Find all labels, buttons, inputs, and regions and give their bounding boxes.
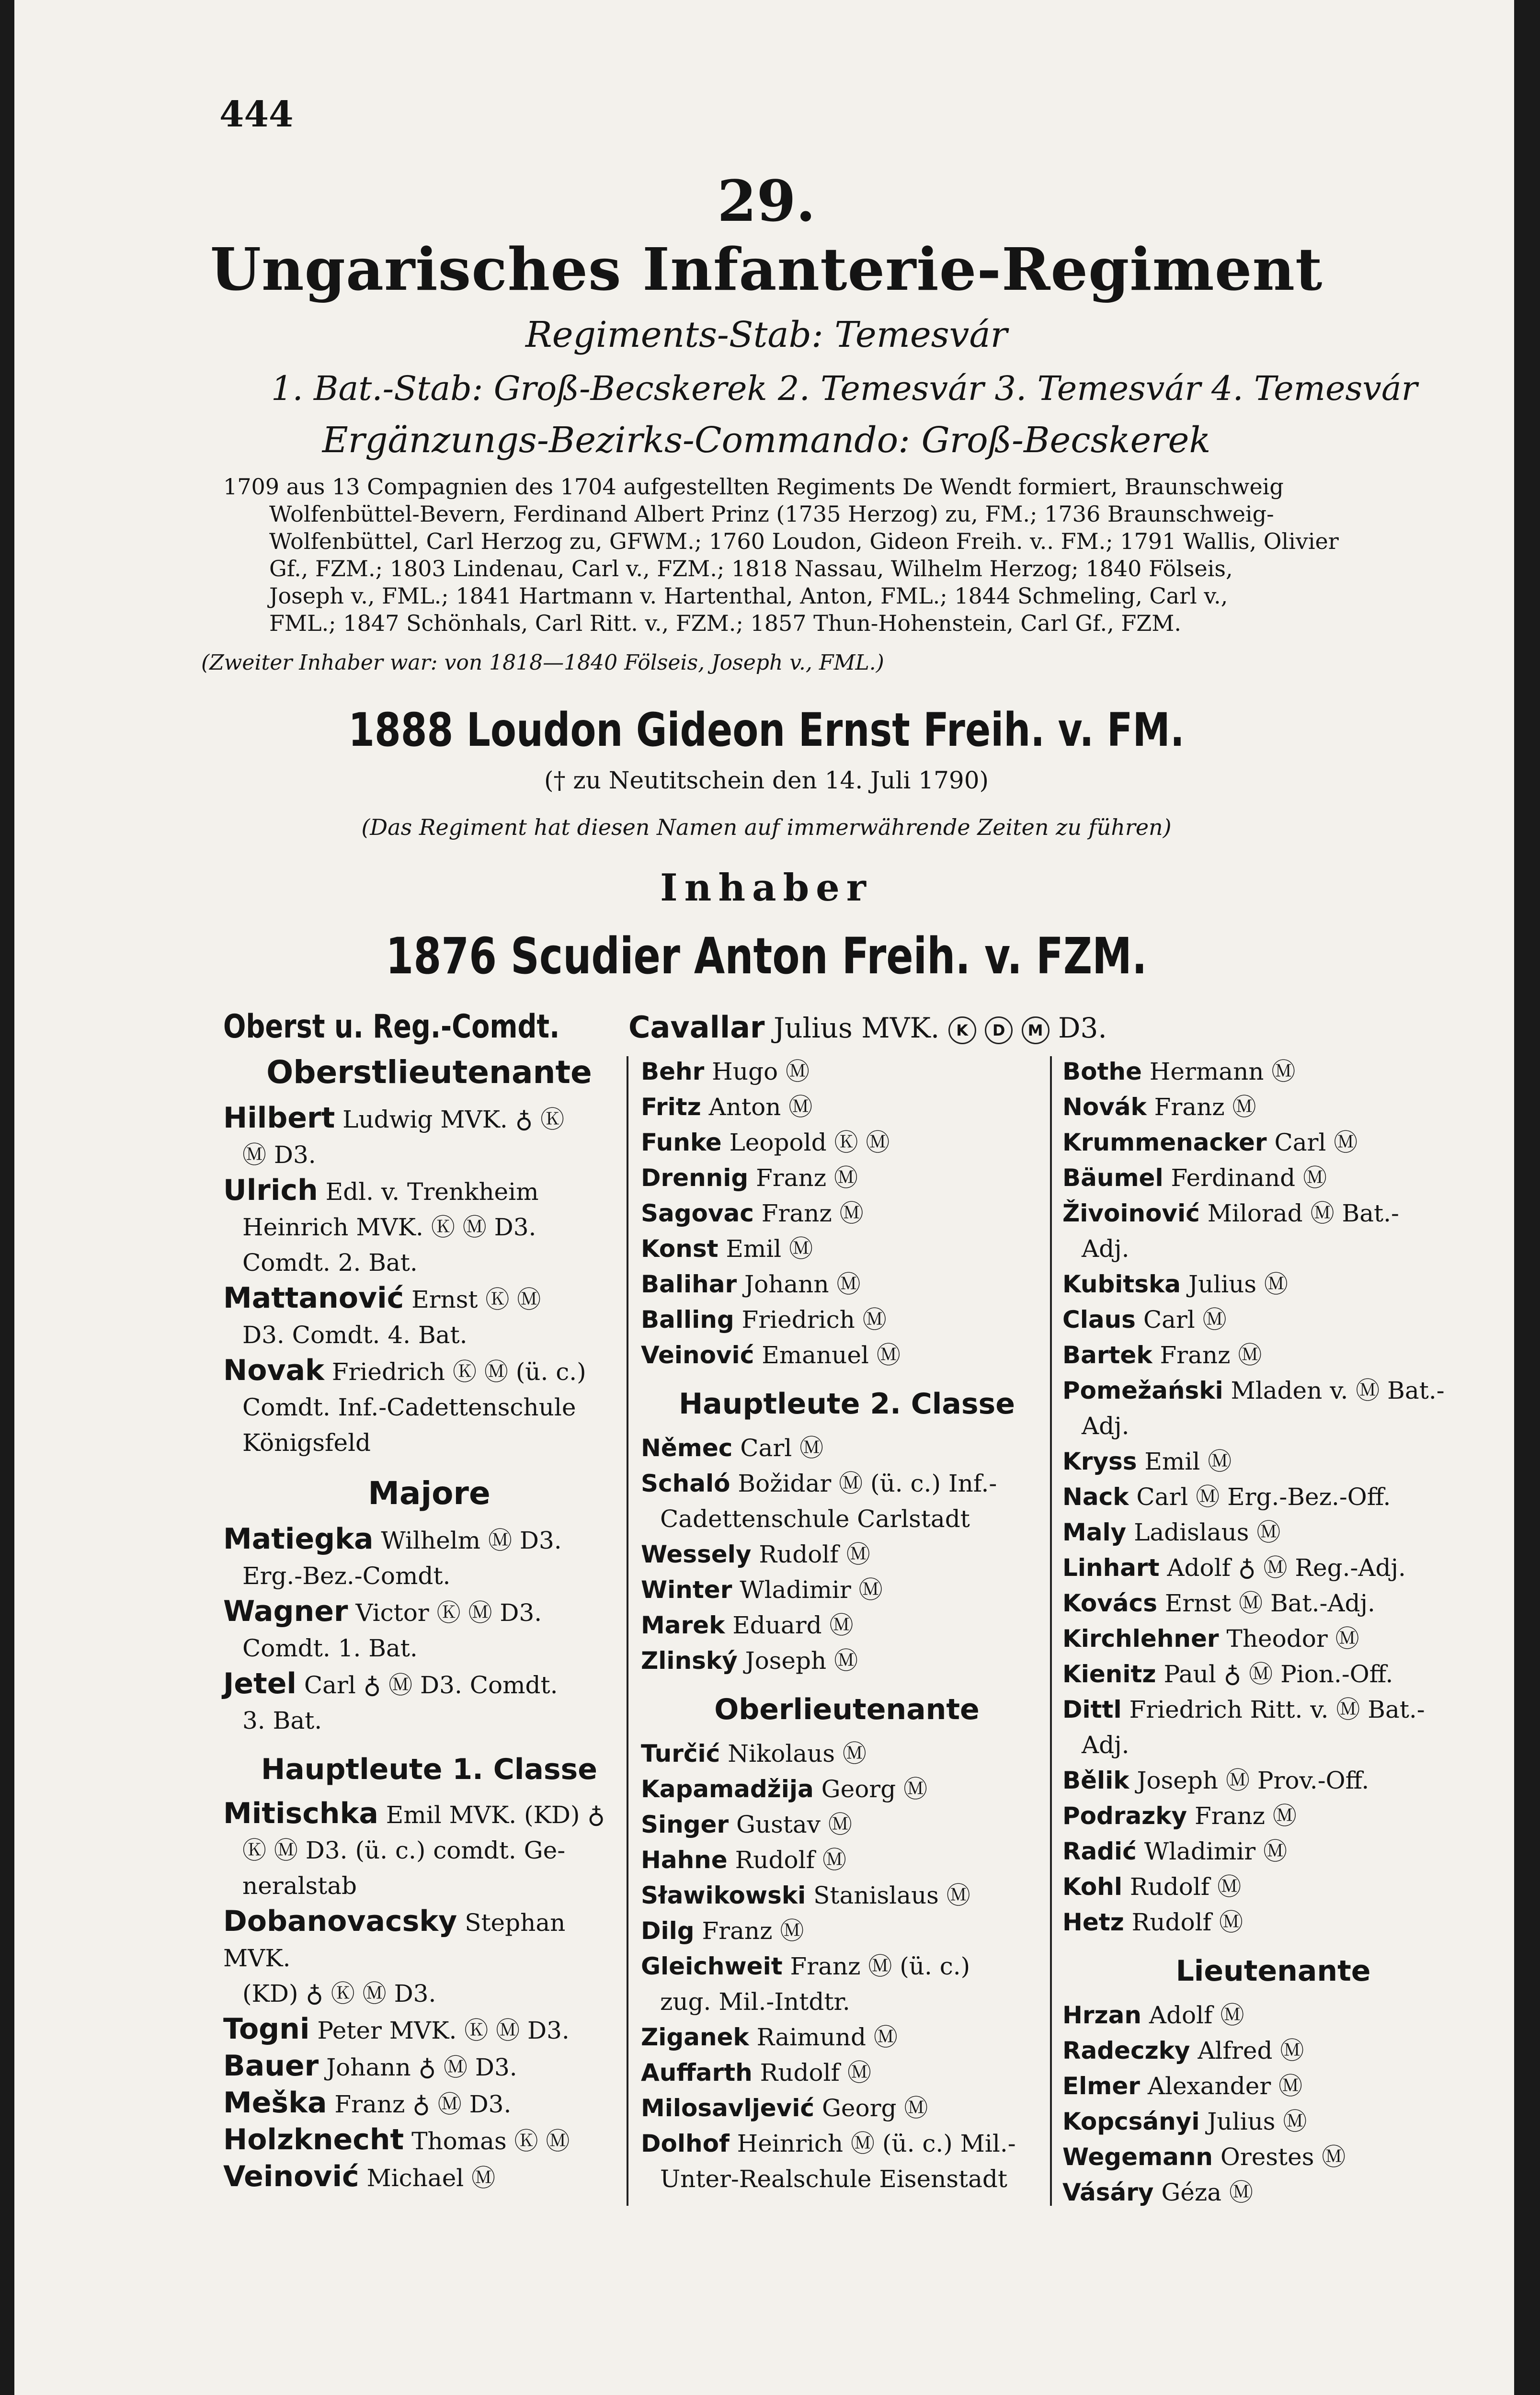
officer-entry: [223, 1280, 635, 1317]
officer-surname: Pomežański: [1062, 1377, 1223, 1404]
officer-entry: [1062, 1905, 1484, 1940]
officer-surname: Togni: [223, 2012, 310, 2046]
column-1: [223, 1054, 635, 2196]
regiment-history: [223, 473, 1478, 637]
officer-details: Carl Ⓜ: [1266, 1129, 1358, 1156]
officer-details: Adolf Ⓜ: [1141, 2001, 1244, 2029]
officer-entry: [1062, 1054, 1484, 1089]
officer-entry: [641, 1089, 1053, 1125]
heading-hauptleute-2: Hauptleute 2. Classe: [679, 1387, 1015, 1421]
officer-details: Stanislaus Ⓜ: [806, 1882, 970, 1909]
officer-entry-continuation: Ⓚ Ⓜ D3. (ü. c.) comdt. Ge-: [242, 1836, 566, 1864]
officer-details: Franz Ⓜ: [694, 1917, 804, 1945]
officer-details: Franz Ⓜ: [1187, 1802, 1297, 1830]
officer-entry: [1062, 1585, 1484, 1621]
officer-surname: Marek: [641, 1611, 725, 1639]
officer-entry: [1062, 1692, 1484, 1727]
officer-entry: [641, 1302, 1053, 1337]
officer-entry: [1062, 1125, 1484, 1160]
officer-details: Julius Ⓜ: [1181, 1270, 1288, 1298]
officer-surname: Sagovac: [641, 1199, 754, 1227]
officer-entry: [1062, 1997, 1484, 2033]
officer-entry: [1062, 1515, 1484, 1550]
officer-entry: [1062, 1621, 1484, 1656]
second-owner-note: (Zweiter Inhaber war: von 1818—1840 Fölseis, Joseph v., FML.): [201, 650, 884, 675]
officer-entry: [1062, 2104, 1484, 2139]
scan-border-right: [1514, 0, 1540, 2395]
officer-entry: [641, 1878, 1053, 1913]
name-note: (Das Regiment hat diesen Namen auf immerwährende Zeiten zu führen): [361, 814, 1172, 840]
officer-details: Emanuel Ⓜ: [754, 1341, 901, 1369]
officer-entry: [641, 1807, 1053, 1842]
officer-details: Edl. v. Trenkheim: [318, 1178, 539, 1206]
heading-lieutenante: Lieutenante: [1175, 1954, 1371, 1988]
officer-surname: Holzknecht: [223, 2123, 404, 2156]
officer-details: Rudolf Ⓜ: [727, 1846, 846, 1874]
officer-entry: [641, 1949, 1053, 1984]
officer-surname: Claus: [1062, 1306, 1136, 1334]
officer-entry: [223, 1521, 635, 1558]
oberst-rest: Julius MVK.: [764, 1012, 948, 1044]
ergaenzung-bezirk: Ergänzungs-Bezirks-Commando: Groß-Becskerek: [322, 420, 1211, 461]
officer-surname: Konst: [641, 1235, 719, 1263]
scan-border-left: [0, 0, 14, 2395]
officer-entry: [641, 1196, 1053, 1231]
officer-surname: Wegemann: [1062, 2143, 1213, 2171]
officer-surname: Veinović: [223, 2160, 359, 2193]
officer-details: Carl Ⓜ Erg.-Bez.-Off.: [1129, 1483, 1391, 1511]
officer-entry-continuation: 3. Bat.: [242, 1707, 322, 1734]
history-line: 1709 aus 13 Compagnien des 1704 aufgestellten Regiments De Wendt formiert, Braunschweig: [223, 474, 1284, 500]
officer-surname: Kopcsányi: [1062, 2108, 1200, 2135]
officer-entry: [641, 1537, 1053, 1572]
officer-details: Géza Ⓜ: [1153, 2178, 1253, 2206]
officer-entry: [641, 1231, 1053, 1266]
officer-surname: Elmer: [1062, 2072, 1140, 2100]
officer-surname: Radeczky: [1062, 2037, 1190, 2064]
officer-surname: Bäumel: [1062, 1164, 1164, 1192]
oberst-tail: D3.: [1049, 1012, 1107, 1044]
officer-entry: [641, 2090, 1053, 2126]
officer-entry: [1062, 1479, 1484, 1515]
officer-surname: Singer: [641, 1811, 729, 1838]
officer-surname: Maly: [1062, 1518, 1127, 1546]
column-3: [1062, 1054, 1484, 2210]
officer-surname: Gleichweit: [641, 1952, 783, 1980]
officer-details: Carl ♁ Ⓜ D3. Comdt.: [296, 1671, 558, 1699]
officer-surname: Balling: [641, 1306, 734, 1334]
officer-details: Rudolf Ⓜ: [751, 1540, 870, 1568]
officer-details: Ferdinand Ⓜ: [1163, 1164, 1327, 1192]
officer-surname: Meška: [223, 2086, 327, 2120]
officer-entry-continuation: Comdt. 2. Bat.: [242, 1249, 418, 1277]
officer-details: Theodor Ⓜ: [1219, 1625, 1359, 1653]
officer-surname: Krummenacker: [1062, 1129, 1267, 1156]
officer-entry: [641, 1054, 1053, 1089]
column-2: [641, 1054, 1053, 2197]
officer-surname: Funke: [641, 1129, 722, 1156]
officer-surname: Novák: [1062, 1093, 1147, 1121]
officer-entry: [641, 2126, 1053, 2161]
officer-details: Emil MVK. (KD) ♁: [378, 1801, 605, 1829]
officer-entry: [641, 1337, 1053, 1373]
officer-surname: Hahne: [641, 1846, 728, 1874]
officer-entry-continuation: (KD) ♁ Ⓚ Ⓜ D3.: [242, 1980, 436, 2007]
officer-entry: [1062, 1834, 1484, 1869]
officer-surname: Linhart: [1062, 1554, 1160, 1582]
officer-entry-continuation: Adj.: [1082, 1235, 1129, 1263]
officer-entry: [641, 1842, 1053, 1878]
officer-details: Adolf ♁ Ⓜ Reg.-Adj.: [1159, 1554, 1406, 1582]
officer-entry: [641, 1608, 1053, 1643]
officer-entry: [1062, 2175, 1484, 2210]
officer-details: Franz ♁ Ⓜ D3.: [327, 2090, 512, 2118]
officer-entry: [223, 1796, 635, 1833]
officer-details: Friedrich Ritt. v. Ⓜ Bat.-: [1121, 1696, 1425, 1723]
officer-details: Wilhelm Ⓜ D3.: [373, 1527, 562, 1554]
officer-entry-continuation: Erg.-Bez.-Comdt.: [242, 1562, 451, 1590]
officer-surname: Fritz: [641, 1093, 701, 1121]
officer-details: Mladen v. Ⓜ Bat.-: [1223, 1377, 1445, 1404]
officer-entry: [1062, 1550, 1484, 1585]
officer-surname: Hilbert: [223, 1101, 335, 1135]
officer-surname: Dobanovacsky: [223, 1905, 457, 1938]
officer-details: Ernst Ⓜ Bat.-Adj.: [1157, 1589, 1375, 1617]
officer-surname: Drennig: [641, 1164, 749, 1192]
officer-entry: [1062, 1798, 1484, 1834]
officer-surname: Bartek: [1062, 1341, 1152, 1369]
officer-surname: Kryss: [1062, 1448, 1137, 1475]
officer-details: Franz Ⓜ (ü. c.): [782, 1952, 970, 1980]
officer-details: Wladimir Ⓜ: [1136, 1837, 1288, 1865]
regiment-title: Ungarisches Infanterie-Regiment: [210, 235, 1323, 304]
officer-details: Wladimir Ⓜ: [732, 1576, 883, 1604]
officer-entry-continuation: Comdt. Inf.-Cadettenschule: [242, 1393, 576, 1421]
officer-surname: Schaló: [641, 1470, 730, 1497]
battalion-staffs: 1. Bat.-Stab: Groß-Becskerek 2. Temesvár 3. Temesvár 4. Temesvár: [271, 369, 1418, 408]
officer-entry: [1062, 1373, 1484, 1408]
officer-entry: [1062, 1266, 1484, 1302]
oberst-entry: [628, 1010, 1107, 1045]
history-line: FML.; 1847 Schönhals, Carl Ritt. v., FZM.; 1857 Thun-Hohenstein, Carl Gf., FZM.: [269, 610, 1181, 636]
heading-oberlieutenante: Oberlieutenante: [714, 1693, 980, 1726]
d-order-icon: D: [985, 1016, 1013, 1044]
officer-surname: Behr: [641, 1058, 705, 1085]
officer-details: Franz Ⓜ: [753, 1199, 864, 1227]
officer-details: Michael Ⓜ: [359, 2164, 496, 2192]
officer-entry: [223, 1173, 635, 1209]
officer-entry-continuation: D3. Comdt. 4. Bat.: [242, 1321, 468, 1349]
officer-details: Emil Ⓜ: [1137, 1448, 1232, 1475]
officer-details: Eduard Ⓜ: [725, 1611, 854, 1639]
officer-entry: [1062, 2139, 1484, 2175]
officer-details: Ernst Ⓚ Ⓜ: [404, 1286, 541, 1313]
officer-surname: Hrzan: [1062, 2001, 1141, 2029]
regiments-stab: Regiments-Stab: Temesvár: [525, 314, 1007, 355]
officer-details: Hermann Ⓜ: [1141, 1058, 1296, 1085]
officer-surname: Milosavljević: [641, 2094, 815, 2122]
name-owner: 1888 Loudon Gideon Ernst Freih. v. FM.: [348, 703, 1185, 757]
officer-details: Joseph Ⓜ: [737, 1647, 858, 1675]
officer-entry: [1062, 1196, 1484, 1231]
officer-surname: Němec: [641, 1434, 733, 1462]
officer-surname: Kovács: [1062, 1589, 1157, 1617]
officer-details: Rudolf Ⓜ: [1124, 1908, 1243, 1936]
heading-oberstlieutenante: Oberstlieutenante: [266, 1054, 592, 1091]
officer-details: Rudolf Ⓜ: [1122, 1873, 1242, 1901]
officer-details: Emil Ⓜ: [718, 1235, 813, 1263]
officer-entry: [1062, 1444, 1484, 1479]
officer-details: Thomas Ⓚ Ⓜ: [404, 2127, 570, 2155]
officer-entry: [641, 2019, 1053, 2055]
officer-entry-continuation: neralstab: [242, 1872, 357, 1900]
officer-entry: [641, 2055, 1053, 2090]
officer-surname: Balihar: [641, 1270, 737, 1298]
officer-surname: Mattanović: [223, 1281, 404, 1315]
officer-details: Ladislaus Ⓜ: [1126, 1518, 1281, 1546]
officer-entry: [641, 1430, 1053, 1466]
officer-entry: [641, 1572, 1053, 1608]
officer-surname: Živoinović: [1062, 1199, 1200, 1227]
officer-entry: [641, 1771, 1053, 1807]
officer-details: Julius Ⓜ: [1199, 2108, 1307, 2135]
k-order-icon: K: [948, 1016, 976, 1044]
officer-entry: [641, 1160, 1053, 1196]
officer-details: Franz Ⓜ: [748, 1164, 858, 1192]
officer-details: Franz Ⓜ: [1152, 1341, 1262, 1369]
officer-surname: Veinović: [641, 1341, 754, 1369]
officer-entry: [641, 1466, 1053, 1501]
officer-entry-continuation: Adj.: [1082, 1731, 1129, 1759]
history-line: Joseph v., FML.; 1841 Hartmann v. Hartenthal, Anton, FML.; 1844 Schmeling, Carl v.,: [269, 583, 1228, 609]
heading-majore: Majore: [368, 1475, 491, 1512]
officer-surname: Kirchlehner: [1062, 1625, 1219, 1653]
officer-surname: Bělik: [1062, 1767, 1129, 1794]
officer-surname: Podrazky: [1062, 1802, 1187, 1830]
officer-details: Franz Ⓜ: [1146, 1093, 1256, 1121]
officer-entry: [223, 1904, 635, 1976]
current-inhaber: 1876 Scudier Anton Freih. v. FZM.: [386, 927, 1147, 985]
officer-entry-continuation: Unter-Realschule Eisenstadt: [660, 2165, 1007, 2193]
officer-details: Georg Ⓜ: [813, 1775, 928, 1803]
officer-entry-continuation: Adj.: [1082, 1412, 1129, 1440]
inhaber-heading: Inhaber: [660, 866, 873, 910]
officer-details: Nikolaus Ⓜ: [720, 1740, 867, 1768]
officer-surname: Kohl: [1062, 1873, 1122, 1901]
officer-details: Alfred Ⓜ: [1190, 2037, 1304, 2064]
officer-entry: [1062, 1656, 1484, 1692]
officer-entry: [1062, 2033, 1484, 2068]
officer-surname: Turčić: [641, 1740, 720, 1768]
officer-surname: Mitischka: [223, 1797, 378, 1830]
officer-surname: Novak: [223, 1354, 324, 1387]
officer-details: Stephan MVK.: [223, 1909, 566, 1972]
officer-surname: Radić: [1062, 1837, 1137, 1865]
officer-details: Paul ♁ Ⓜ Pion.-Off.: [1156, 1660, 1393, 1688]
officer-entry-continuation: Cadettenschule Carlstadt: [660, 1505, 970, 1533]
page-number: 444: [219, 94, 294, 135]
officer-entry: [223, 1594, 635, 1631]
officer-entry-continuation: Comdt. 1. Bat.: [242, 1634, 418, 1662]
officer-details: Leopold Ⓚ Ⓜ: [721, 1129, 890, 1156]
officer-entry: [1062, 1089, 1484, 1125]
officer-details: Friedrich Ⓜ: [734, 1306, 887, 1334]
officer-entry-continuation: Königsfeld: [242, 1429, 371, 1457]
officer-surname: Bothe: [1062, 1058, 1142, 1085]
officer-details: Milorad Ⓜ Bat.-: [1199, 1199, 1399, 1227]
officer-surname: Ulrich: [223, 1174, 318, 1207]
officer-entry: [1062, 1337, 1484, 1373]
officer-entry-continuation: Heinrich MVK. Ⓚ Ⓜ D3.: [242, 1213, 536, 1241]
officer-entry: [641, 1736, 1053, 1771]
officer-details: Joseph Ⓜ Prov.-Off.: [1129, 1767, 1369, 1794]
officer-entry: [223, 1353, 635, 1390]
officer-surname: Winter: [641, 1576, 732, 1604]
officer-details: Gustav Ⓜ: [729, 1811, 852, 1838]
officer-entry: [1062, 1869, 1484, 1905]
officer-entry: [641, 1643, 1053, 1678]
oberst-label: Oberst u. Reg.-Comdt.: [223, 1008, 560, 1046]
officer-details: Johann Ⓜ: [737, 1270, 861, 1298]
officer-surname: Dittl: [1062, 1696, 1122, 1723]
officer-details: Carl Ⓜ: [1135, 1306, 1227, 1334]
officer-details: Georg Ⓜ: [814, 2094, 928, 2122]
oberst-row: [223, 1008, 1517, 1046]
officer-surname: Kubitska: [1062, 1270, 1181, 1298]
officer-entry: [223, 2085, 635, 2122]
officer-surname: Kapamadžija: [641, 1775, 814, 1803]
heading-hauptleute-1: Hauptleute 1. Classe: [261, 1753, 597, 1786]
history-line: Gf., FZM.; 1803 Lindenau, Carl v., FZM.; 1818 Nassau, Wilhelm Herzog; 1840 Fölseis,: [269, 556, 1233, 582]
officer-entry: [223, 2048, 635, 2085]
officer-details: Hugo Ⓜ: [704, 1058, 810, 1085]
officer-surname: Wessely: [641, 1540, 752, 1568]
officer-surname: Zlinský: [641, 1647, 738, 1675]
officer-details: Božidar Ⓜ (ü. c.) Inf.-: [730, 1470, 997, 1497]
officer-details: Ludwig MVK. ♁ Ⓚ: [335, 1106, 565, 1133]
officer-surname: Jetel: [223, 1667, 297, 1700]
officer-details: Victor Ⓚ Ⓜ D3.: [348, 1599, 542, 1627]
officer-details: Raimund Ⓜ: [749, 2023, 898, 2051]
officer-surname: Ziganek: [641, 2023, 749, 2051]
officer-details: Peter MVK. Ⓚ Ⓜ D3.: [309, 2017, 570, 2044]
officer-details: Alexander Ⓜ: [1140, 2072, 1303, 2100]
officer-entry: [223, 2159, 635, 2196]
officer-surname: Bauer: [223, 2049, 319, 2083]
officer-surname: Matiegka: [223, 1522, 374, 1556]
officer-entry: [1062, 1160, 1484, 1196]
officer-entry: [641, 1125, 1053, 1160]
officer-details: Anton Ⓜ: [701, 1093, 813, 1121]
officer-details: Orestes Ⓜ: [1213, 2143, 1346, 2171]
history-line: Wolfenbüttel-Bevern, Ferdinand Albert Prinz (1735 Herzog) zu, FM.; 1736 Braunschweig-: [269, 501, 1274, 527]
officer-surname: Dolhof: [641, 2130, 730, 2157]
officer-entry: [223, 1100, 635, 1137]
officer-surname: Kienitz: [1062, 1660, 1156, 1688]
officer-entry: [641, 1913, 1053, 1949]
officer-surname: Vásáry: [1062, 2178, 1154, 2206]
officer-entry: [641, 1266, 1053, 1302]
officer-entry: [223, 2122, 635, 2159]
officer-surname: Sławikowski: [641, 1882, 806, 1909]
regiment-number: 29.: [717, 168, 816, 234]
history-line: Wolfenbüttel, Carl Herzog zu, GFWM.; 1760 Loudon, Gideon Freih. v.. FM.; 1791 Wallis, Olivier: [269, 528, 1339, 554]
officer-entry-continuation: Ⓜ D3.: [242, 1141, 316, 1169]
officer-details: Carl Ⓜ: [732, 1434, 824, 1462]
officer-surname: Hetz: [1062, 1908, 1124, 1936]
officer-surname: Wagner: [223, 1595, 348, 1628]
m-order-icon: M: [1022, 1016, 1049, 1044]
oberst-name: Cavallar: [628, 1010, 765, 1045]
officer-details: Rudolf Ⓜ: [752, 2059, 871, 2087]
officer-entry: [223, 2011, 635, 2048]
officer-entry-continuation: zug. Mil.-Intdtr.: [660, 1988, 850, 2016]
officer-entry: [1062, 1763, 1484, 1798]
officer-details: Heinrich Ⓜ (ü. c.) Mil.-: [729, 2130, 1016, 2157]
death-note: († zu Neutitschein den 14. Juli 1790): [544, 766, 989, 794]
officer-surname: Nack: [1062, 1483, 1129, 1511]
officer-details: Johann ♁ Ⓜ D3.: [319, 2053, 517, 2081]
officer-surname: Dilg: [641, 1917, 695, 1945]
officer-surname: Auffarth: [641, 2059, 753, 2087]
officer-details: Friedrich Ⓚ Ⓜ (ü. c.): [324, 1358, 586, 1386]
officer-entry: [1062, 2068, 1484, 2104]
officer-entry: [223, 1666, 635, 1703]
officer-entry: [1062, 1302, 1484, 1337]
